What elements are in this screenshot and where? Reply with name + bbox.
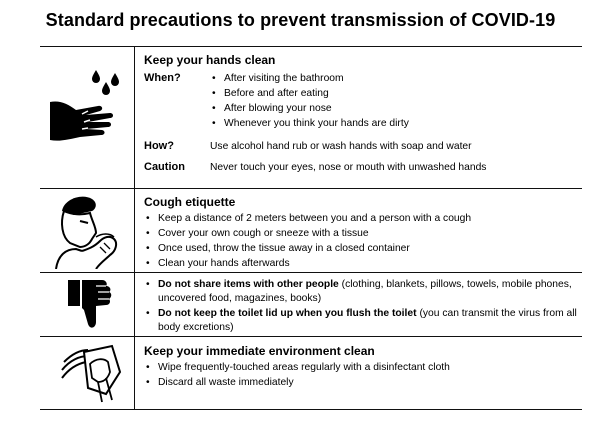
when-row xyxy=(144,71,584,131)
list-item: • Keep a distance of 2 meters between you and a person with a cough xyxy=(144,211,584,226)
cough-heading: Cough etiquette xyxy=(144,195,236,209)
cough-list xyxy=(144,211,584,271)
how-label: How? xyxy=(144,140,174,152)
page-title: Standard precautions to prevent transmission of COVID-19 xyxy=(45,10,556,30)
share-section xyxy=(144,278,580,335)
list-item: • Wipe frequently-touched areas regularly with a disinfectant cloth xyxy=(144,360,584,375)
environment-list xyxy=(144,360,584,390)
divider-2 xyxy=(40,272,582,273)
environment-heading: Keep your immediate environment clean xyxy=(144,344,375,358)
list-item: • After visiting the bathroom xyxy=(210,71,409,86)
list-item: • Whenever you think your hands are dirty xyxy=(210,116,409,131)
environment-section xyxy=(144,343,584,390)
thumbs-down-icon xyxy=(66,278,114,332)
wiping-cloth-icon xyxy=(58,342,128,404)
list-item: • Cover your own cough or sneeze with a tissue xyxy=(144,226,584,241)
when-list xyxy=(210,71,409,131)
list-item: • Clean your hands afterwards xyxy=(144,256,584,271)
caution-row xyxy=(144,160,584,175)
when-label: When? xyxy=(144,72,181,84)
list-item: • After blowing your nose xyxy=(210,101,409,116)
hand-washing-icon xyxy=(46,62,130,152)
divider-1 xyxy=(40,188,582,189)
share-item-1-bold: Do not share items with other people xyxy=(158,279,339,290)
divider-top xyxy=(40,46,582,47)
caution-label: Caution xyxy=(144,161,185,173)
caution-text: Never touch your eyes, nose or mouth with unwashed hands xyxy=(210,162,487,173)
list-item: • Discard all waste immediately xyxy=(144,375,584,390)
share-item-1-rest: (clothing, blankets, pillows, towels, mobile phones, uncovered food, magazines, books) xyxy=(158,279,572,304)
list-item xyxy=(144,307,580,335)
how-text: Use alcohol hand rub or wash hands with soap and water xyxy=(210,141,472,152)
column-divider xyxy=(134,46,135,409)
hands-heading: Keep your hands clean xyxy=(144,53,276,67)
share-list xyxy=(144,278,580,335)
how-row xyxy=(144,139,584,154)
list-item: • Once used, throw the tissue away in a closed container xyxy=(144,241,584,256)
list-item xyxy=(144,278,580,306)
hands-section xyxy=(144,52,584,175)
list-item: • Before and after eating xyxy=(210,86,409,101)
divider-bottom xyxy=(40,409,582,410)
person-coughing-icon xyxy=(52,193,126,269)
share-item-2-rest: (you can transmit the virus from all body excretions) xyxy=(158,308,577,333)
share-item-2-bold: Do not keep the toilet lid up when you flush the toilet xyxy=(158,308,417,319)
divider-3 xyxy=(40,336,582,337)
cough-section xyxy=(144,194,584,271)
